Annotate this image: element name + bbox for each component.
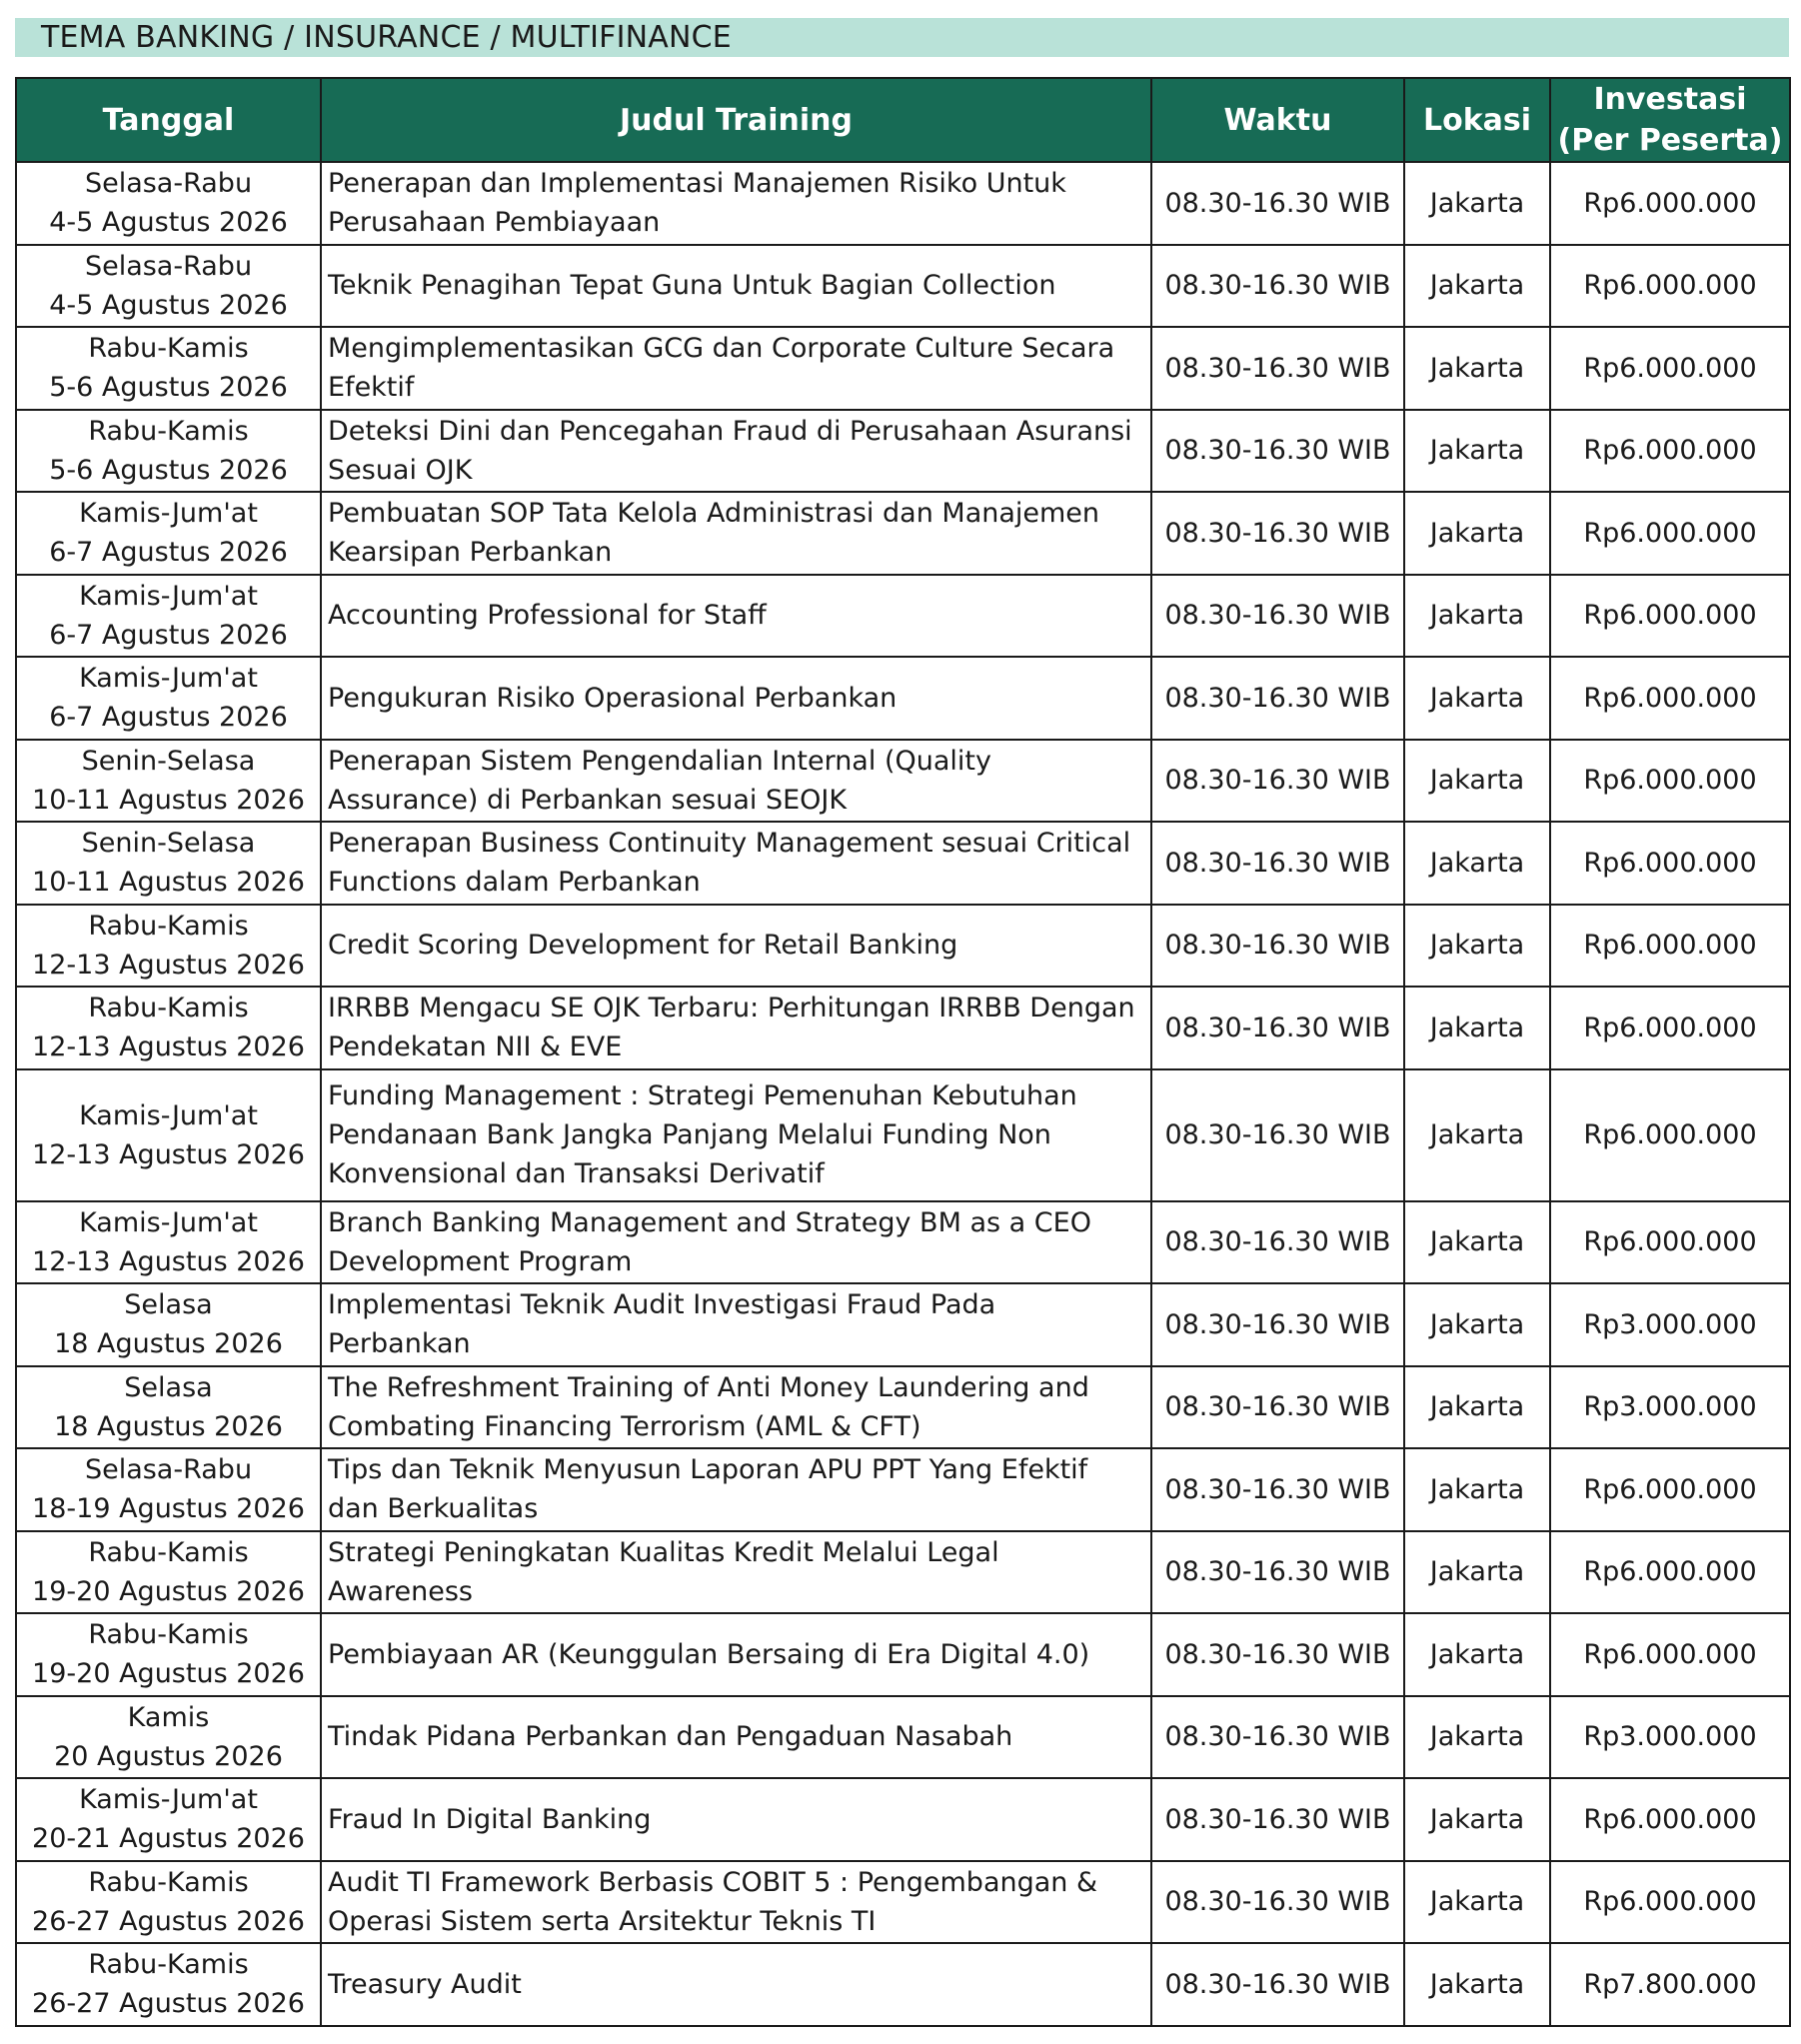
cell-date bbox=[16, 740, 321, 823]
cell-date bbox=[16, 987, 321, 1069]
cell-price: Rp6.000.000 bbox=[1550, 1531, 1790, 1614]
date-calendar: 4-5 Agustus 2026 bbox=[49, 289, 288, 321]
cell-date bbox=[16, 1861, 321, 1944]
header-price-line1: Investasi bbox=[1593, 82, 1747, 117]
table-row bbox=[16, 575, 1790, 658]
cell-price: Rp6.000.000 bbox=[1550, 1613, 1790, 1696]
cell-location: Jakarta bbox=[1404, 905, 1550, 988]
date-day-range: Rabu-Kamis bbox=[88, 333, 249, 365]
date-calendar: 10-11 Agustus 2026 bbox=[32, 784, 305, 816]
cell-location: Jakarta bbox=[1404, 245, 1550, 328]
table-row bbox=[16, 1069, 1790, 1201]
header-price-line2: (Per Peserta) bbox=[1557, 123, 1783, 158]
cell-date bbox=[16, 162, 321, 245]
cell-date bbox=[16, 492, 321, 575]
cell-price: Rp6.000.000 bbox=[1550, 327, 1790, 410]
cell-time: 08.30-16.30 WIB bbox=[1151, 1366, 1404, 1449]
cell-price: Rp3.000.000 bbox=[1550, 1696, 1790, 1779]
cell-training-title: Pembiayaan AR (Keunggulan Bersaing di Era Digital 4.0) bbox=[321, 1613, 1151, 1696]
cell-time: 08.30-16.30 WIB bbox=[1151, 657, 1404, 740]
cell-location: Jakarta bbox=[1404, 740, 1550, 823]
cell-training-title: Deteksi Dini dan Pencegahan Fraud di Perusahaan Asuransi Sesuai OJK bbox=[321, 410, 1151, 493]
table-row bbox=[16, 1943, 1790, 2026]
cell-location: Jakarta bbox=[1404, 987, 1550, 1069]
cell-time: 08.30-16.30 WIB bbox=[1151, 1943, 1404, 2026]
cell-price: Rp6.000.000 bbox=[1550, 1778, 1790, 1861]
cell-date bbox=[16, 822, 321, 905]
header-location: Lokasi bbox=[1404, 78, 1550, 162]
cell-location: Jakarta bbox=[1404, 1366, 1550, 1449]
cell-time: 08.30-16.30 WIB bbox=[1151, 1861, 1404, 1944]
cell-training-title: Accounting Professional for Staff bbox=[321, 575, 1151, 658]
header-time: Waktu bbox=[1151, 78, 1404, 162]
table-row bbox=[16, 905, 1790, 988]
table-row bbox=[16, 1531, 1790, 1614]
table-row bbox=[16, 492, 1790, 575]
cell-price: Rp6.000.000 bbox=[1550, 1448, 1790, 1531]
date-calendar: 19-20 Agustus 2026 bbox=[32, 1575, 305, 1607]
cell-training-title: IRRBB Mengacu SE OJK Terbaru: Perhitungan IRRBB Dengan Pendekatan NII & EVE bbox=[321, 987, 1151, 1069]
cell-training-title: The Refreshment Training of Anti Money Laundering and Combating Financing Terrorism (AML & CFT) bbox=[321, 1366, 1151, 1449]
cell-location: Jakarta bbox=[1404, 327, 1550, 410]
cell-location: Jakarta bbox=[1404, 822, 1550, 905]
cell-price: Rp6.000.000 bbox=[1550, 410, 1790, 493]
cell-training-title: Tips dan Teknik Menyusun Laporan APU PPT Yang Efektif dan Berkualitas bbox=[321, 1448, 1151, 1531]
date-day-range: Kamis-Jum'at bbox=[79, 1206, 258, 1238]
date-day-range: Kamis-Jum'at bbox=[79, 663, 258, 695]
cell-price: Rp6.000.000 bbox=[1550, 1201, 1790, 1284]
cell-time: 08.30-16.30 WIB bbox=[1151, 1696, 1404, 1779]
cell-location: Jakarta bbox=[1404, 575, 1550, 658]
cell-time: 08.30-16.30 WIB bbox=[1151, 245, 1404, 328]
date-calendar: 5-6 Agustus 2026 bbox=[49, 372, 288, 404]
cell-time: 08.30-16.30 WIB bbox=[1151, 162, 1404, 245]
table-row bbox=[16, 1283, 1790, 1366]
cell-time: 08.30-16.30 WIB bbox=[1151, 1201, 1404, 1284]
cell-time: 08.30-16.30 WIB bbox=[1151, 905, 1404, 988]
date-calendar: 6-7 Agustus 2026 bbox=[49, 702, 288, 734]
cell-date bbox=[16, 1283, 321, 1366]
cell-location: Jakarta bbox=[1404, 1778, 1550, 1861]
cell-training-title: Implementasi Teknik Audit Investigasi Fraud Pada Perbankan bbox=[321, 1283, 1151, 1366]
table-row bbox=[16, 1201, 1790, 1284]
table-row bbox=[16, 1366, 1790, 1449]
date-calendar: 12-13 Agustus 2026 bbox=[32, 949, 305, 981]
date-day-range: Senin-Selasa bbox=[81, 745, 256, 777]
cell-price: Rp6.000.000 bbox=[1550, 1861, 1790, 1944]
date-calendar: 20 Agustus 2026 bbox=[54, 1740, 283, 1772]
cell-price: Rp6.000.000 bbox=[1550, 1069, 1790, 1201]
table-row bbox=[16, 1613, 1790, 1696]
header-price bbox=[1550, 78, 1790, 162]
cell-location: Jakarta bbox=[1404, 1201, 1550, 1284]
cell-time: 08.30-16.30 WIB bbox=[1151, 1778, 1404, 1861]
date-day-range: Rabu-Kamis bbox=[88, 1619, 249, 1651]
date-calendar: 4-5 Agustus 2026 bbox=[49, 207, 288, 239]
cell-date bbox=[16, 1201, 321, 1284]
cell-price: Rp6.000.000 bbox=[1550, 162, 1790, 245]
date-day-range: Kamis-Jum'at bbox=[79, 1099, 258, 1131]
header-title: Judul Training bbox=[321, 78, 1151, 162]
cell-time: 08.30-16.30 WIB bbox=[1151, 492, 1404, 575]
cell-location: Jakarta bbox=[1404, 410, 1550, 493]
date-day-range: Selasa-Rabu bbox=[84, 168, 253, 200]
cell-location: Jakarta bbox=[1404, 492, 1550, 575]
cell-date bbox=[16, 1069, 321, 1201]
date-day-range: Selasa bbox=[124, 1371, 213, 1403]
cell-time: 08.30-16.30 WIB bbox=[1151, 1448, 1404, 1531]
date-day-range: Kamis-Jum'at bbox=[79, 1784, 258, 1816]
table-row bbox=[16, 1778, 1790, 1861]
cell-location: Jakarta bbox=[1404, 1448, 1550, 1531]
theme-banner bbox=[15, 18, 1789, 57]
cell-training-title: Funding Management : Strategi Pemenuhan Kebutuhan Pendanaan Bank Jangka Panjang Melalui Funding Non Konvensional dan Transaksi Derivatif bbox=[321, 1069, 1151, 1201]
cell-time: 08.30-16.30 WIB bbox=[1151, 575, 1404, 658]
cell-date bbox=[16, 1696, 321, 1779]
cell-training-title: Penerapan dan Implementasi Manajemen Risiko Untuk Perusahaan Pembiayaan bbox=[321, 162, 1151, 245]
cell-date bbox=[16, 1778, 321, 1861]
date-day-range: Kamis bbox=[127, 1701, 210, 1733]
date-day-range: Selasa-Rabu bbox=[84, 250, 253, 282]
date-day-range: Rabu-Kamis bbox=[88, 415, 249, 447]
cell-price: Rp6.000.000 bbox=[1550, 575, 1790, 658]
cell-price: Rp6.000.000 bbox=[1550, 492, 1790, 575]
cell-date bbox=[16, 905, 321, 988]
table-row bbox=[16, 410, 1790, 493]
cell-price: Rp6.000.000 bbox=[1550, 740, 1790, 823]
date-calendar: 18-19 Agustus 2026 bbox=[32, 1493, 305, 1525]
date-calendar: 20-21 Agustus 2026 bbox=[32, 1823, 305, 1855]
date-calendar: 12-13 Agustus 2026 bbox=[32, 1031, 305, 1063]
table-body bbox=[16, 162, 1790, 2026]
cell-date bbox=[16, 575, 321, 658]
cell-price: Rp3.000.000 bbox=[1550, 1366, 1790, 1449]
cell-training-title: Pengukuran Risiko Operasional Perbankan bbox=[321, 657, 1151, 740]
cell-date bbox=[16, 245, 321, 328]
cell-training-title: Fraud In Digital Banking bbox=[321, 1778, 1151, 1861]
date-calendar: 10-11 Agustus 2026 bbox=[32, 867, 305, 899]
training-schedule-table bbox=[15, 77, 1791, 2027]
table-row bbox=[16, 327, 1790, 410]
date-calendar: 5-6 Agustus 2026 bbox=[49, 454, 288, 486]
cell-date bbox=[16, 1531, 321, 1614]
table-row bbox=[16, 1696, 1790, 1779]
header-date: Tanggal bbox=[16, 78, 321, 162]
cell-price: Rp6.000.000 bbox=[1550, 905, 1790, 988]
date-calendar: 6-7 Agustus 2026 bbox=[49, 537, 288, 569]
cell-date bbox=[16, 1613, 321, 1696]
cell-date bbox=[16, 657, 321, 740]
cell-training-title: Tindak Pidana Perbankan dan Pengaduan Nasabah bbox=[321, 1696, 1151, 1779]
table-row bbox=[16, 822, 1790, 905]
date-day-range: Rabu-Kamis bbox=[88, 1949, 249, 1981]
cell-date bbox=[16, 1943, 321, 2026]
cell-location: Jakarta bbox=[1404, 1531, 1550, 1614]
date-calendar: 18 Agustus 2026 bbox=[54, 1328, 283, 1360]
table-row bbox=[16, 162, 1790, 245]
cell-time: 08.30-16.30 WIB bbox=[1151, 1283, 1404, 1366]
cell-location: Jakarta bbox=[1404, 1283, 1550, 1366]
cell-training-title: Pembuatan SOP Tata Kelola Administrasi dan Manajemen Kearsipan Perbankan bbox=[321, 492, 1151, 575]
theme-title: TEMA BANKING / INSURANCE / MULTIFINANCE bbox=[41, 20, 732, 55]
table-row bbox=[16, 1861, 1790, 1944]
date-day-range: Senin-Selasa bbox=[81, 828, 256, 860]
date-day-range: Rabu-Kamis bbox=[88, 1866, 249, 1898]
table-row bbox=[16, 245, 1790, 328]
cell-time: 08.30-16.30 WIB bbox=[1151, 410, 1404, 493]
cell-time: 08.30-16.30 WIB bbox=[1151, 987, 1404, 1069]
cell-time: 08.30-16.30 WIB bbox=[1151, 822, 1404, 905]
table-row bbox=[16, 1448, 1790, 1531]
cell-training-title: Penerapan Sistem Pengendalian Internal (Quality Assurance) di Perbankan sesuai SEOJK bbox=[321, 740, 1151, 823]
date-day-range: Selasa-Rabu bbox=[84, 1454, 253, 1486]
cell-time: 08.30-16.30 WIB bbox=[1151, 1531, 1404, 1614]
table-row bbox=[16, 657, 1790, 740]
date-day-range: Selasa bbox=[124, 1289, 213, 1321]
cell-date bbox=[16, 327, 321, 410]
cell-location: Jakarta bbox=[1404, 1861, 1550, 1944]
cell-time: 08.30-16.30 WIB bbox=[1151, 740, 1404, 823]
cell-location: Jakarta bbox=[1404, 1613, 1550, 1696]
date-day-range: Rabu-Kamis bbox=[88, 1536, 249, 1568]
date-calendar: 12-13 Agustus 2026 bbox=[32, 1138, 305, 1170]
table-row bbox=[16, 740, 1790, 823]
cell-time: 08.30-16.30 WIB bbox=[1151, 1069, 1404, 1201]
cell-price: Rp6.000.000 bbox=[1550, 987, 1790, 1069]
cell-price: Rp6.000.000 bbox=[1550, 657, 1790, 740]
date-calendar: 26-27 Agustus 2026 bbox=[32, 1988, 305, 2020]
cell-date bbox=[16, 1448, 321, 1531]
cell-time: 08.30-16.30 WIB bbox=[1151, 1613, 1404, 1696]
cell-price: Rp3.000.000 bbox=[1550, 1283, 1790, 1366]
cell-location: Jakarta bbox=[1404, 657, 1550, 740]
cell-training-title: Penerapan Business Continuity Management sesuai Critical Functions dalam Perbankan bbox=[321, 822, 1151, 905]
date-calendar: 26-27 Agustus 2026 bbox=[32, 1905, 305, 1937]
date-calendar: 18 Agustus 2026 bbox=[54, 1410, 283, 1442]
date-day-range: Rabu-Kamis bbox=[88, 993, 249, 1024]
cell-location: Jakarta bbox=[1404, 162, 1550, 245]
cell-location: Jakarta bbox=[1404, 1943, 1550, 2026]
date-calendar: 19-20 Agustus 2026 bbox=[32, 1658, 305, 1690]
date-calendar: 12-13 Agustus 2026 bbox=[32, 1245, 305, 1277]
cell-training-title: Credit Scoring Development for Retail Banking bbox=[321, 905, 1151, 988]
cell-training-title: Teknik Penagihan Tepat Guna Untuk Bagian Collection bbox=[321, 245, 1151, 328]
cell-price: Rp6.000.000 bbox=[1550, 822, 1790, 905]
cell-training-title: Audit TI Framework Berbasis COBIT 5 : Pengembangan & Operasi Sistem serta Arsitektur Teknis TI bbox=[321, 1861, 1151, 1944]
cell-date bbox=[16, 410, 321, 493]
date-day-range: Kamis-Jum'at bbox=[79, 498, 258, 530]
date-calendar: 6-7 Agustus 2026 bbox=[49, 619, 288, 651]
cell-location: Jakarta bbox=[1404, 1696, 1550, 1779]
cell-training-title: Strategi Peningkatan Kualitas Kredit Melalui Legal Awareness bbox=[321, 1531, 1151, 1614]
cell-price: Rp7.800.000 bbox=[1550, 1943, 1790, 2026]
cell-training-title: Treasury Audit bbox=[321, 1943, 1151, 2026]
cell-location: Jakarta bbox=[1404, 1069, 1550, 1201]
date-day-range: Kamis-Jum'at bbox=[79, 580, 258, 612]
cell-price: Rp6.000.000 bbox=[1550, 245, 1790, 328]
cell-training-title: Branch Banking Management and Strategy BM as a CEO Development Program bbox=[321, 1201, 1151, 1284]
table-row bbox=[16, 987, 1790, 1069]
cell-training-title: Mengimplementasikan GCG dan Corporate Culture Secara Efektif bbox=[321, 327, 1151, 410]
cell-date bbox=[16, 1366, 321, 1449]
cell-time: 08.30-16.30 WIB bbox=[1151, 327, 1404, 410]
date-day-range: Rabu-Kamis bbox=[88, 910, 249, 942]
table-header-row bbox=[16, 78, 1790, 162]
